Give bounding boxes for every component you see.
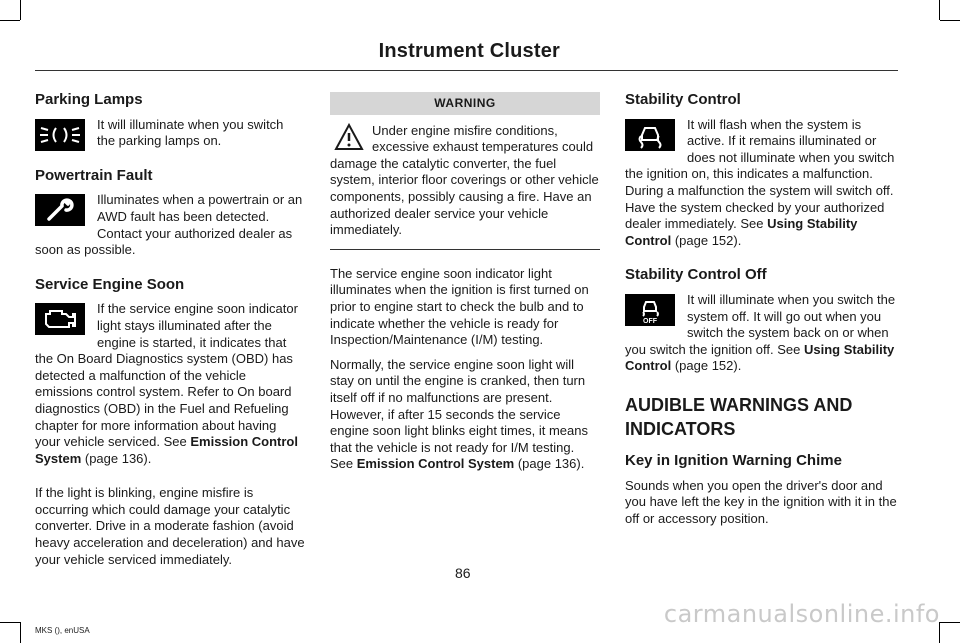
using-stability-control-link[interactable]: Using Stability Control xyxy=(625,341,895,374)
using-stability-control-link[interactable]: Using Stability Control xyxy=(625,216,858,248)
column-left xyxy=(35,92,305,576)
stability-control-icon xyxy=(625,119,675,151)
engine-icon xyxy=(35,303,85,335)
crop-mark xyxy=(0,622,20,623)
key-chime-text: Sounds when you open the driver's door and you have left the key in the ignition with it in the off or accessory position. xyxy=(625,477,897,526)
parking-lamps-text: It will illuminate when you switch the parking lamps on. xyxy=(97,116,284,149)
warning-label: WARNING xyxy=(330,92,600,115)
stability-control-off-text: It will illuminate when you switch the system off. It will go out when you switch the system back on or when you switch the ignition off. See Using Stability Control (page 152). xyxy=(625,291,896,374)
crop-mark xyxy=(940,20,960,21)
obd-paragraph-2: Normally, the service engine soon light will stay on until the engine is cranked, then turn itself off if no malfunctions are present. However, if after 15 seconds the service engine soon light blinks eight times, it means that the vehicle is not ready for I/M testing. See Emission Control System (page 136). xyxy=(330,356,588,472)
warning-text: Under engine misfire conditions, excessive exhaust temperatures could damage the catalytic converter, the fuel system, interior floor coverings or other vehicle components, possibly causing a fire. Have an authorized dealer service your vehicle immediately. xyxy=(330,122,599,238)
powertrain-fault-text: Illuminates when a powertrain or an AWD fault has been detected. Contact your authorized dealer as soon as possible. xyxy=(35,192,303,258)
powertrain-fault-heading: Powertrain Fault xyxy=(35,166,153,184)
stability-control-section xyxy=(625,117,897,258)
off-label: OFF xyxy=(643,317,657,324)
warning-triangle-icon xyxy=(334,123,364,151)
column-right xyxy=(625,92,897,535)
obd-paragraph-1: The service engine soon indicator light illuminates when the ignition is first turned on prior to engine start to check the bulb and to indicate whether the vehicle is ready for Inspection/Maintenance (I/M) testing. xyxy=(330,265,589,348)
crop-mark xyxy=(939,0,940,20)
crop-mark xyxy=(20,0,21,20)
audible-warnings-heading: AUDIBLE WARNINGS AND INDICATORS xyxy=(625,394,853,439)
document-id: MKS (), enUSA xyxy=(35,626,90,635)
page-title: Instrument Cluster xyxy=(378,40,560,62)
crop-mark xyxy=(20,622,21,643)
service-engine-heading: Service Engine Soon xyxy=(35,275,185,293)
key-chime-heading: Key in Ignition Warning Chime xyxy=(625,451,842,469)
service-engine-blink-text: If the light is blinking, engine misfire is occurring which could damage your catalytic converter. Drive in a moderate fashion (avoid heavy acceleration and deceleration) and have your vehicle serviced immediately. xyxy=(35,485,305,567)
watermark: carmanualsonline.info xyxy=(663,600,940,628)
page-number: 86 xyxy=(455,565,471,581)
header-divider xyxy=(35,70,898,71)
stability-control-heading: Stability Control xyxy=(625,91,741,108)
emission-control-link[interactable]: Emission Control System xyxy=(35,434,298,466)
stability-control-off-section xyxy=(625,292,897,383)
parking-lamps-heading: Parking Lamps xyxy=(35,91,143,108)
crop-mark xyxy=(940,622,960,623)
warning-box xyxy=(330,123,600,239)
wrench-icon xyxy=(35,194,85,226)
parking-lamps-icon xyxy=(35,119,85,151)
stability-control-off-icon xyxy=(625,294,675,326)
warning-divider xyxy=(330,249,600,250)
emission-control-link[interactable]: Emission Control System xyxy=(356,456,515,472)
stability-control-off-heading: Stability Control Off xyxy=(625,266,767,284)
powertrain-fault-section xyxy=(35,192,305,266)
crop-mark xyxy=(0,20,20,21)
column-middle xyxy=(330,92,600,481)
service-engine-text: If the service engine soon indicator light stays illuminated after the engine is started, it indicates that the On Board Diagnostics system (OBD) has detected a malfunction of the vehicle emissions control system. Refer to On board diagnostics (OBD) in the Fuel and Refueling chapter for more information about having your vehicle serviced. See Emission Control System (page 136). xyxy=(35,301,298,466)
parking-lamps-section xyxy=(35,117,305,158)
stability-control-text: It will flash when the system is active. If it remains illuminated or does not illuminate when you switch the ignition on, this indicates a malfunction. During a malfunction the system will switch off. Have the system checked by your authorized dealer immediately. See Using Stability Control (page 152). xyxy=(625,116,895,248)
service-engine-section xyxy=(35,301,305,475)
